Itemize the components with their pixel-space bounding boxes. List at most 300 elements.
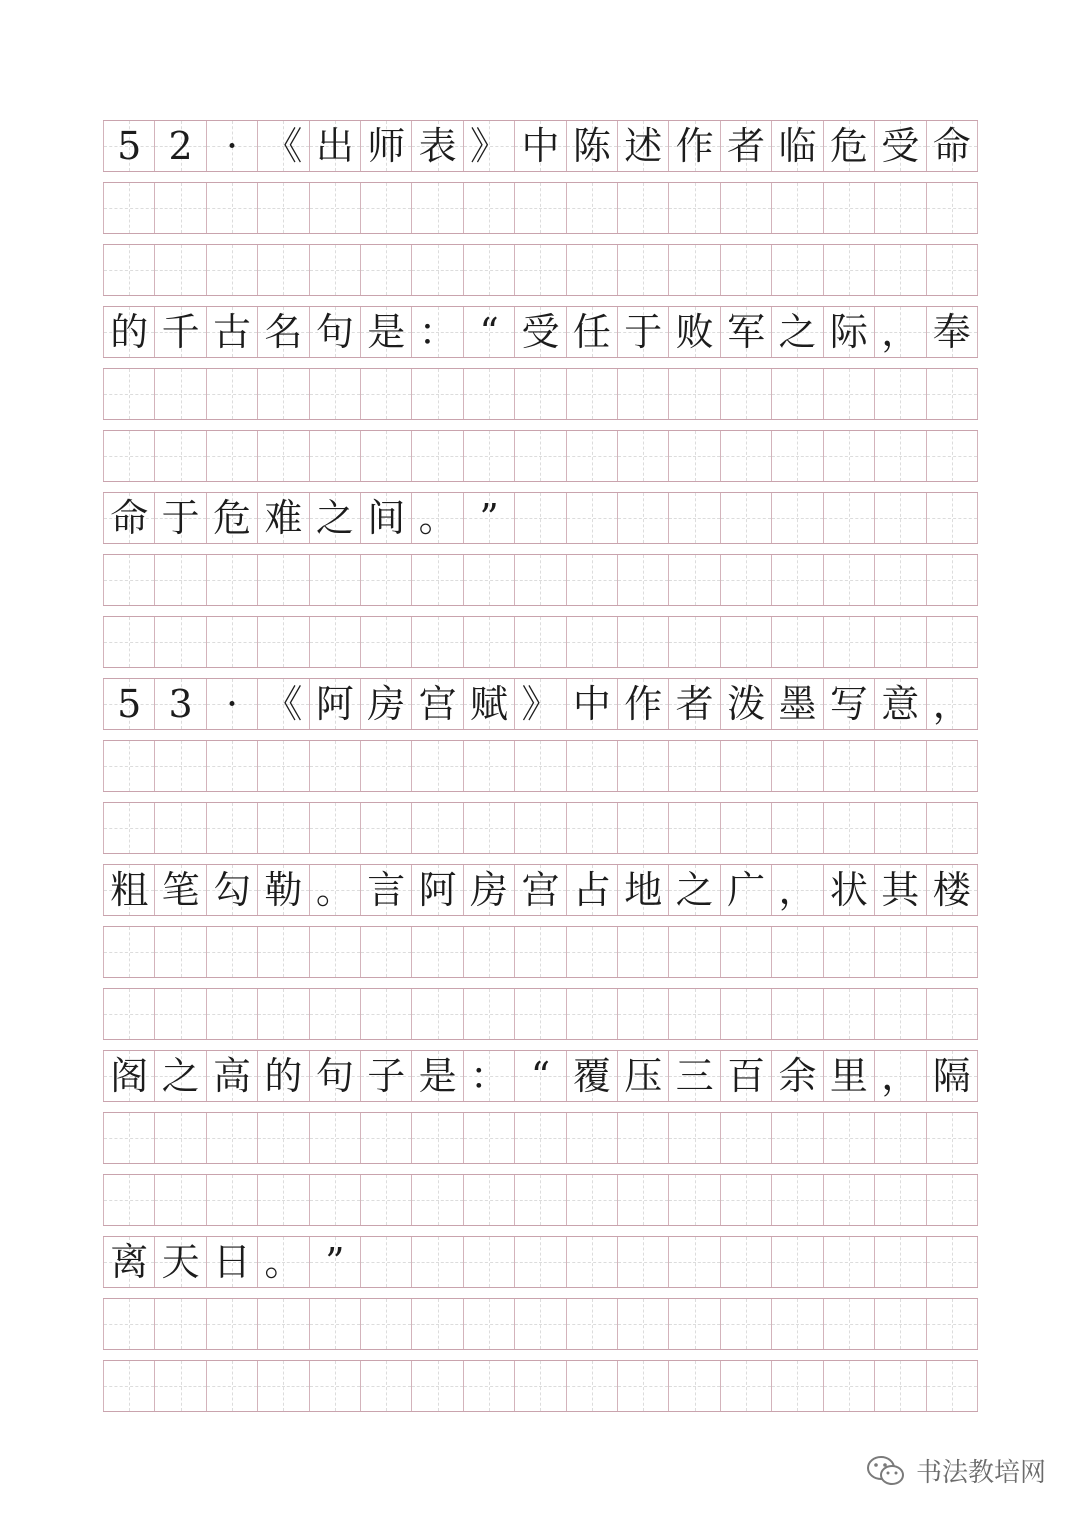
grid-character: [464, 183, 514, 233]
grid-cell: [207, 1051, 258, 1101]
grid-cell: [258, 369, 309, 419]
blank-practice-row: [103, 368, 978, 420]
grid-cell: [412, 369, 463, 419]
grid-character: [669, 493, 719, 543]
grid-character: 之: [315, 496, 354, 540]
grid-character: [927, 1113, 977, 1163]
grid-cell: [207, 989, 258, 1039]
grid-character: [412, 617, 462, 667]
grid-cell: [310, 307, 361, 357]
grid-cell: [669, 679, 720, 729]
grid-character: 是: [367, 310, 406, 354]
grid-cell: [515, 617, 566, 667]
grid-character: [412, 431, 462, 481]
grid-cell: [258, 1051, 309, 1101]
grid-cell: [103, 555, 155, 605]
grid-character: [155, 245, 205, 295]
grid-character: [515, 927, 565, 977]
grid-character: “: [530, 1054, 551, 1098]
grid-character: [258, 369, 308, 419]
grid-cell: [258, 555, 309, 605]
grid-cell: [103, 803, 155, 853]
grid-cell: [875, 245, 926, 295]
grid-character: [207, 245, 257, 295]
grid-cell: [207, 1175, 258, 1225]
grid-character: [258, 927, 308, 977]
grid-cell: [207, 1299, 258, 1349]
grid-cell: [567, 741, 618, 791]
grid-cell: [927, 1237, 978, 1287]
grid-character: 之: [778, 310, 817, 354]
grid-cell: [721, 1361, 772, 1411]
grid-cell: [567, 121, 618, 171]
grid-cell: [310, 121, 361, 171]
grid-cell: [155, 369, 206, 419]
grid-character: [824, 555, 874, 605]
grid-character: [412, 369, 462, 419]
grid-cell: [824, 865, 875, 915]
grid-cell: [927, 493, 978, 543]
grid-character: [772, 803, 822, 853]
grid-character: [361, 989, 411, 1039]
grid-character: [104, 245, 154, 295]
grid-character: [412, 989, 462, 1039]
grid-cell: [515, 741, 566, 791]
grid-cell: [412, 245, 463, 295]
grid-character: [824, 1299, 874, 1349]
grid-character: [824, 989, 874, 1039]
grid-character: [361, 245, 411, 295]
grid-cell: [103, 679, 155, 729]
grid-character: 粗: [110, 868, 149, 912]
grid-cell: [618, 865, 669, 915]
grid-cell: [258, 245, 309, 295]
grid-character: [464, 1361, 514, 1411]
grid-character: [824, 1237, 874, 1287]
grid-cell: [464, 865, 515, 915]
grid-character: 难: [264, 496, 303, 540]
grid-cell: [772, 927, 823, 977]
grid-cell: [721, 1237, 772, 1287]
grid-cell: [618, 1051, 669, 1101]
grid-character: [618, 1299, 668, 1349]
grid-cell: [927, 741, 978, 791]
grid-character: [207, 1299, 257, 1349]
grid-character: 赋: [470, 682, 509, 726]
grid-character: [875, 1113, 925, 1163]
grid-cell: [721, 369, 772, 419]
grid-character: 天: [161, 1240, 200, 1284]
grid-cell: [361, 741, 412, 791]
grid-character: [464, 803, 514, 853]
grid-cell: [258, 989, 309, 1039]
grid-character: [721, 1361, 771, 1411]
text-row: [103, 492, 978, 544]
grid-character: [464, 431, 514, 481]
grid-cell: [103, 927, 155, 977]
grid-cell: [669, 1113, 720, 1163]
grid-cell: [567, 1237, 618, 1287]
grid-character: [155, 1361, 205, 1411]
grid-character: 军: [727, 310, 766, 354]
grid-cell: [875, 1113, 926, 1163]
grid-character: [618, 183, 668, 233]
grid-cell: [721, 1175, 772, 1225]
grid-cell: [618, 183, 669, 233]
grid-cell: [310, 1299, 361, 1349]
grid-character: [361, 183, 411, 233]
grid-cell: [207, 121, 258, 171]
grid-cell: [464, 369, 515, 419]
grid-cell: [155, 989, 206, 1039]
grid-character: [104, 803, 154, 853]
grid-cell: [103, 1175, 155, 1225]
grid-character: [361, 1361, 411, 1411]
grid-cell: [310, 1361, 361, 1411]
grid-cell: [310, 927, 361, 977]
grid-character: [669, 1175, 719, 1225]
grid-character: [772, 617, 822, 667]
grid-character: [721, 741, 771, 791]
grid-cell: [361, 1113, 412, 1163]
grid-character: [515, 1299, 565, 1349]
grid-character: 宫: [418, 682, 457, 726]
grid-character: 勾: [213, 868, 252, 912]
grid-character: [618, 989, 668, 1039]
grid-character: [721, 803, 771, 853]
grid-cell: [875, 121, 926, 171]
grid-cell: [258, 183, 309, 233]
blank-practice-row: [103, 554, 978, 606]
grid-cell: [567, 989, 618, 1039]
grid-character: 。: [264, 1240, 303, 1284]
grid-cell: [875, 617, 926, 667]
grid-character: [104, 369, 154, 419]
grid-cell: [103, 431, 155, 481]
grid-cell: [464, 555, 515, 605]
grid-character: [567, 1237, 617, 1287]
grid-cell: [258, 927, 309, 977]
grid-character: [927, 183, 977, 233]
text-row: [103, 1236, 978, 1288]
grid-character: [515, 493, 565, 543]
grid-character: [618, 555, 668, 605]
grid-character: [669, 803, 719, 853]
grid-cell: [927, 1299, 978, 1349]
grid-character: 房: [367, 682, 406, 726]
grid-cell: [567, 307, 618, 357]
grid-character: [772, 1175, 822, 1225]
grid-cell: [207, 555, 258, 605]
grid-cell: [310, 679, 361, 729]
grid-cell: [361, 1237, 412, 1287]
grid-cell: [618, 1299, 669, 1349]
grid-character: [772, 1299, 822, 1349]
grid-cell: [927, 989, 978, 1039]
grid-character: [310, 183, 360, 233]
grid-character: 余: [778, 1054, 817, 1098]
grid-cell: [258, 431, 309, 481]
grid-cell: [412, 493, 463, 543]
grid-cell: [361, 183, 412, 233]
grid-character: [258, 1299, 308, 1349]
blank-practice-row: [103, 926, 978, 978]
grid-cell: [464, 803, 515, 853]
grid-character: 之: [161, 1054, 200, 1098]
grid-cell: [721, 989, 772, 1039]
grid-character: [207, 617, 257, 667]
grid-cell: [207, 679, 258, 729]
grid-character: ·: [225, 124, 239, 168]
grid-cell: [824, 1237, 875, 1287]
grid-cell: [207, 1361, 258, 1411]
grid-cell: [618, 245, 669, 295]
grid-character: [567, 1299, 617, 1349]
grid-cell: [412, 307, 463, 357]
grid-character: “: [479, 310, 499, 354]
grid-cell: [824, 555, 875, 605]
grid-character: [515, 741, 565, 791]
grid-cell: [258, 1237, 309, 1287]
grid-character: [464, 555, 514, 605]
grid-character: 中: [572, 682, 611, 726]
grid-character: 三: [675, 1054, 714, 1098]
grid-cell: [258, 493, 309, 543]
grid-cell: [207, 865, 258, 915]
grid-cell: [361, 121, 412, 171]
grid-cell: [258, 1299, 309, 1349]
grid-cell: [412, 803, 463, 853]
grid-cell: [155, 617, 206, 667]
grid-character: [412, 1299, 462, 1349]
grid-cell: [721, 927, 772, 977]
grid-character: [258, 1175, 308, 1225]
grid-cell: [310, 865, 361, 915]
grid-cell: [824, 245, 875, 295]
grid-cell: [464, 431, 515, 481]
grid-character: [721, 493, 771, 543]
grid-cell: [669, 307, 720, 357]
grid-cell: [669, 493, 720, 543]
blank-practice-row: [103, 430, 978, 482]
grid-cell: [618, 493, 669, 543]
grid-character: [669, 245, 719, 295]
grid-character: [927, 493, 977, 543]
grid-character: [155, 989, 205, 1039]
grid-character: [412, 741, 462, 791]
grid-character: [721, 183, 771, 233]
grid-cell: [515, 1361, 566, 1411]
grid-character: 离: [110, 1240, 149, 1284]
grid-character: [824, 493, 874, 543]
grid-character: 地: [624, 868, 663, 912]
grid-cell: [155, 1175, 206, 1225]
grid-cell: [361, 927, 412, 977]
grid-character: [567, 1361, 617, 1411]
grid-character: 》: [470, 124, 509, 168]
grid-character: [258, 245, 308, 295]
grid-character: 危: [829, 124, 868, 168]
grid-cell: [361, 617, 412, 667]
grid-cell: [464, 989, 515, 1039]
grid-character: 古: [213, 310, 252, 354]
grid-character: 高: [213, 1054, 252, 1098]
grid-character: [258, 1113, 308, 1163]
grid-cell: [669, 245, 720, 295]
grid-character: [824, 245, 874, 295]
grid-character: 5: [117, 124, 142, 168]
grid-cell: [567, 183, 618, 233]
grid-character: 述: [624, 124, 663, 168]
grid-cell: [361, 679, 412, 729]
grid-character: [258, 1361, 308, 1411]
grid-cell: [669, 121, 720, 171]
grid-character: ·: [225, 682, 239, 726]
grid-character: [515, 245, 565, 295]
grid-cell: [772, 1051, 823, 1101]
grid-character: [412, 1237, 462, 1287]
grid-character: 。: [315, 868, 354, 912]
grid-cell: [361, 1361, 412, 1411]
grid-cell: [103, 865, 155, 915]
grid-character: 阁: [110, 1054, 149, 1098]
grid-cell: [258, 1113, 309, 1163]
grid-character: [824, 369, 874, 419]
grid-cell: [721, 183, 772, 233]
grid-cell: [515, 431, 566, 481]
blank-practice-row: [103, 988, 978, 1040]
grid-character: [875, 493, 925, 543]
grid-character: [721, 617, 771, 667]
grid-character: [155, 555, 205, 605]
grid-cell: [258, 803, 309, 853]
grid-character: 5: [117, 682, 142, 726]
grid-cell: [155, 865, 206, 915]
grid-cell: [618, 1361, 669, 1411]
grid-character: [618, 369, 668, 419]
grid-character: 笔: [161, 868, 200, 912]
grid-character: 命: [110, 496, 149, 540]
grid-cell: [772, 865, 823, 915]
grid-character: 》: [521, 682, 560, 726]
grid-cell: [669, 1361, 720, 1411]
grid-character: [155, 1175, 205, 1225]
grid-character: [104, 555, 154, 605]
grid-cell: [310, 803, 361, 853]
grid-character: [155, 1299, 205, 1349]
grid-cell: [669, 927, 720, 977]
grid-character: [721, 989, 771, 1039]
grid-cell: [772, 245, 823, 295]
grid-cell: [567, 927, 618, 977]
grid-character: 勒: [264, 868, 303, 912]
grid-cell: [155, 927, 206, 977]
grid-cell: [464, 1113, 515, 1163]
grid-cell: [824, 927, 875, 977]
watermark: [866, 1452, 1046, 1489]
grid-character: ，: [778, 868, 817, 912]
grid-cell: [258, 1175, 309, 1225]
grid-character: [515, 369, 565, 419]
grid-character: [567, 989, 617, 1039]
grid-cell: [103, 1051, 155, 1101]
grid-cell: [669, 431, 720, 481]
grid-character: [104, 1299, 154, 1349]
grid-character: 中: [521, 124, 560, 168]
blank-practice-row: [103, 182, 978, 234]
grid-cell: [310, 369, 361, 419]
grid-cell: [515, 245, 566, 295]
text-row: [103, 1050, 978, 1102]
grid-character: [567, 183, 617, 233]
grid-character: ：: [418, 310, 457, 354]
grid-cell: [361, 1175, 412, 1225]
grid-cell: [103, 1299, 155, 1349]
grid-character: 房: [470, 868, 509, 912]
grid-character: [412, 183, 462, 233]
grid-cell: [155, 741, 206, 791]
grid-character: 子: [367, 1054, 406, 1098]
grid-cell: [412, 1175, 463, 1225]
blank-practice-row: [103, 802, 978, 854]
grid-cell: [772, 1237, 823, 1287]
grid-character: [875, 1361, 925, 1411]
grid-cell: [567, 803, 618, 853]
grid-cell: [361, 1051, 412, 1101]
grid-character: [772, 555, 822, 605]
grid-cell: [207, 803, 258, 853]
grid-character: [155, 803, 205, 853]
grid-cell: [721, 1299, 772, 1349]
grid-character: [669, 555, 719, 605]
grid-character: [824, 803, 874, 853]
grid-character: [772, 1237, 822, 1287]
grid-character: [515, 617, 565, 667]
grid-cell: [258, 307, 309, 357]
grid-character: 师: [367, 124, 406, 168]
grid-character: [721, 1175, 771, 1225]
grid-cell: [155, 1361, 206, 1411]
grid-character: [772, 369, 822, 419]
grid-cell: [618, 927, 669, 977]
grid-character: [207, 803, 257, 853]
grid-cell: [207, 927, 258, 977]
grid-character: [721, 1237, 771, 1287]
grid-character: [412, 927, 462, 977]
grid-character: [361, 1299, 411, 1349]
grid-character: 泼: [727, 682, 766, 726]
grid-character: [515, 1175, 565, 1225]
grid-character: [464, 741, 514, 791]
grid-character: 者: [727, 124, 766, 168]
grid-character: [618, 617, 668, 667]
grid-character: [258, 555, 308, 605]
grid-cell: [618, 1237, 669, 1287]
grid-cell: [412, 555, 463, 605]
grid-character: [927, 803, 977, 853]
grid-character: [669, 1237, 719, 1287]
grid-cell: [464, 741, 515, 791]
grid-cell: [772, 803, 823, 853]
grid-cell: [824, 617, 875, 667]
grid-cell: [464, 1175, 515, 1225]
grid-character: [618, 245, 668, 295]
grid-cell: [464, 1299, 515, 1349]
grid-character: [258, 989, 308, 1039]
grid-character: [772, 1361, 822, 1411]
grid-character: [104, 1175, 154, 1225]
grid-cell: [258, 865, 309, 915]
